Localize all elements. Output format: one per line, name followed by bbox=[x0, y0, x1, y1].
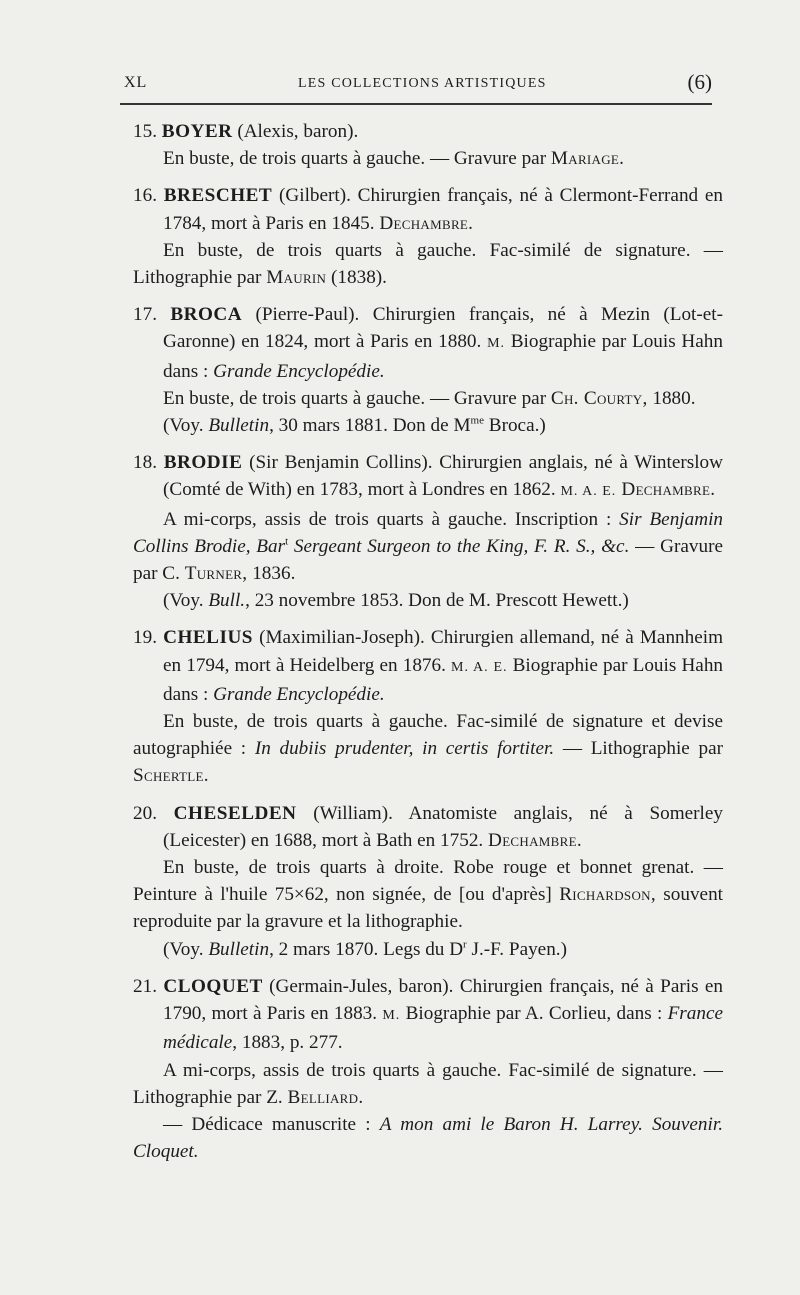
motto-text: In dubiis prudenter, in certis fortiter. bbox=[254, 738, 555, 760]
reference-source: Dechambre. bbox=[616, 479, 716, 501]
artist-name: Maurin bbox=[266, 267, 327, 289]
catalogue-entries bbox=[133, 118, 723, 1175]
entry-heading bbox=[133, 118, 723, 145]
provenance-text: (Voy. bbox=[163, 415, 209, 437]
entry-number: 17. bbox=[133, 304, 157, 326]
dedication-text: A mon ami le Baron H. Larrey. Souvenir. Cloquet. bbox=[133, 1113, 723, 1163]
entry-surname: BRESCHET bbox=[163, 185, 273, 207]
entry-description bbox=[133, 385, 723, 412]
entry-heading bbox=[133, 973, 723, 1057]
running-header bbox=[120, 70, 712, 98]
entry-details: (Gilbert). Chirurgien français, né à Clermont-Ferrand en 1784, mort à Paris en 1845. bbox=[163, 185, 723, 234]
description-end: 1836. bbox=[247, 563, 296, 585]
entry-provenance bbox=[133, 587, 723, 614]
entry-20 bbox=[133, 800, 723, 963]
provenance-text: (Voy. bbox=[163, 938, 209, 960]
description-text: En buste, de trois quarts à gauche. — Gravure par bbox=[163, 148, 551, 170]
entry-heading bbox=[133, 301, 723, 385]
entry-provenance bbox=[133, 412, 723, 439]
engraver-name: Mariage. bbox=[550, 148, 625, 170]
dedication-label: — Dédicace manuscrite : bbox=[163, 1113, 380, 1135]
entry-number: 15. bbox=[133, 121, 157, 142]
entry-details: (Pierre-Paul). Chirurgien français, né à Mezin (Lot-et-Garonne) en 1824, mort à Paris en 1880. bbox=[163, 304, 724, 353]
description-text: En buste, de trois quarts à gauche. Fac-similé de signature et devise autographiée : bbox=[133, 711, 723, 760]
inscription-text: Sir Benjamin Collins Brodie, Bar bbox=[133, 508, 723, 557]
entry-details-2: Biographie par Louis Hahn dans : bbox=[163, 331, 723, 382]
description-text: En buste, de trois quarts à gauche. Fac-similé de signature. — Lithographie par bbox=[133, 239, 723, 289]
provenance-text-2: , 2 mars 1870. Legs du D bbox=[269, 938, 464, 960]
entry-surname: BOYER bbox=[161, 121, 233, 142]
entry-description bbox=[133, 854, 723, 936]
entry-17 bbox=[133, 301, 723, 439]
provenance-journal: Bulletin bbox=[208, 415, 270, 437]
source-title: Grande Encyclopédie. bbox=[213, 683, 385, 705]
reference-source: Dechambre. bbox=[379, 212, 474, 234]
provenance-text-2: , 30 mars 1881. Don de M bbox=[269, 415, 471, 437]
superscript: me bbox=[470, 414, 484, 427]
reference-source: Dechambre. bbox=[488, 829, 582, 851]
entry-surname: CHELIUS bbox=[163, 627, 253, 649]
entry-16 bbox=[133, 182, 723, 291]
description-text-2: — Gravure par C. bbox=[133, 535, 723, 585]
entry-heading bbox=[133, 449, 723, 505]
inscription-text-2: Sergeant Surgeon to the King, F. R. S., &c. bbox=[288, 535, 630, 557]
provenance-text-3: Broca.) bbox=[483, 415, 546, 437]
entry-surname: BRODIE bbox=[163, 452, 243, 474]
entry-surname: CHESELDEN bbox=[173, 802, 297, 824]
entry-dedication bbox=[133, 1111, 723, 1165]
entry-details-2: Biographie par A. Corlieu, dans : bbox=[400, 1003, 668, 1025]
source-abbrev: M. A. E. bbox=[451, 659, 508, 675]
page-number-roman: XL bbox=[124, 74, 148, 91]
description-end: souvent reproduite par la gravure et la lithographie. bbox=[133, 884, 724, 933]
provenance-text-2: , 23 novembre 1853. Don de M. Prescott Hewett.) bbox=[245, 590, 629, 612]
entry-description bbox=[133, 145, 723, 172]
entry-number: 18. bbox=[133, 452, 157, 474]
provenance-journal: Bull. bbox=[208, 590, 246, 612]
entry-details: (William). Anatomiste anglais, né à Somerley (Leicester) en 1688, mort à Bath en 1752. bbox=[163, 802, 723, 851]
entry-15 bbox=[133, 118, 723, 172]
entry-21 bbox=[133, 973, 723, 1165]
entry-surname: BROCA bbox=[170, 304, 243, 326]
provenance-journal: Bulletin bbox=[208, 938, 270, 960]
description-text-2: — Lithographie par bbox=[554, 738, 724, 760]
header-rule bbox=[120, 103, 712, 105]
description-text: En buste, de trois quarts à droite. Robe rouge et bonnet grenat. — Peinture à l'huile 75×62, non signée, de [ou d'après] bbox=[133, 857, 723, 906]
superscript: t bbox=[285, 535, 289, 548]
entry-number: 20. bbox=[133, 802, 157, 824]
entry-provenance bbox=[133, 936, 723, 963]
entry-details: (Sir Benjamin Collins). Chirurgien anglais, né à Winterslow (Comté de With) en 1783, mort à Londres en 1862. bbox=[163, 452, 723, 501]
source-title: France médicale bbox=[163, 1003, 723, 1054]
entry-description bbox=[133, 708, 723, 790]
description-text: En buste, de trois quarts à gauche. — Gravure par bbox=[163, 387, 551, 409]
provenance-text: (Voy. bbox=[163, 590, 209, 612]
provenance-text-3: J.-F. Payen.) bbox=[466, 938, 567, 960]
running-title: LES COLLECTIONS ARTISTIQUES bbox=[298, 76, 547, 91]
entry-heading bbox=[133, 624, 723, 708]
entry-details: (Alexis, baron). bbox=[232, 121, 359, 142]
entry-details: (Germain-Jules, baron). Chirurgien français, né à Paris en 1790, mort à Paris en 1883. bbox=[163, 975, 723, 1025]
section-number: (6) bbox=[687, 70, 712, 94]
artist-name: Schertle. bbox=[133, 765, 209, 787]
engraver-name: Ch. Courty, bbox=[550, 387, 648, 409]
source-abbrev: M. bbox=[382, 1008, 401, 1024]
entry-details: (Maximilian-Joseph). Chirurgien allemand, né à Mannheim en 1794, mort à Heidelberg en 1876. bbox=[163, 627, 723, 676]
entry-heading bbox=[133, 182, 723, 236]
entry-details-2: Biographie par Louis Hahn dans : bbox=[163, 654, 724, 705]
entry-heading bbox=[133, 800, 723, 854]
entry-number: 16. bbox=[133, 185, 157, 207]
source-abbrev: M. A. E. bbox=[560, 484, 617, 500]
entry-description bbox=[133, 237, 723, 291]
entry-description bbox=[133, 506, 723, 588]
artist-name: Richardson, bbox=[559, 884, 656, 906]
entry-18 bbox=[133, 449, 723, 614]
entry-details-3: , 1883, p. 277. bbox=[232, 1032, 343, 1054]
description-end: 1880. bbox=[647, 387, 696, 409]
description-text: A mi-corps, assis de trois quarts à gauche. Inscription : bbox=[163, 508, 620, 530]
source-abbrev: M. bbox=[487, 336, 506, 352]
source-title: Grande Encyclopédie. bbox=[213, 360, 385, 382]
entry-surname: CLOQUET bbox=[163, 975, 263, 997]
engraver-name: Turner, bbox=[184, 563, 248, 585]
entry-number: 19. bbox=[133, 627, 157, 649]
description-end: (1838). bbox=[326, 267, 387, 289]
description-text: A mi-corps, assis de trois quarts à gauche. Fac-similé de signature. — Lithographie par Z. bbox=[133, 1059, 723, 1108]
superscript: r bbox=[463, 938, 467, 951]
entry-number: 21. bbox=[133, 975, 157, 997]
entry-19 bbox=[133, 624, 723, 789]
artist-name: Belliard. bbox=[287, 1086, 364, 1108]
entry-description bbox=[133, 1057, 723, 1111]
